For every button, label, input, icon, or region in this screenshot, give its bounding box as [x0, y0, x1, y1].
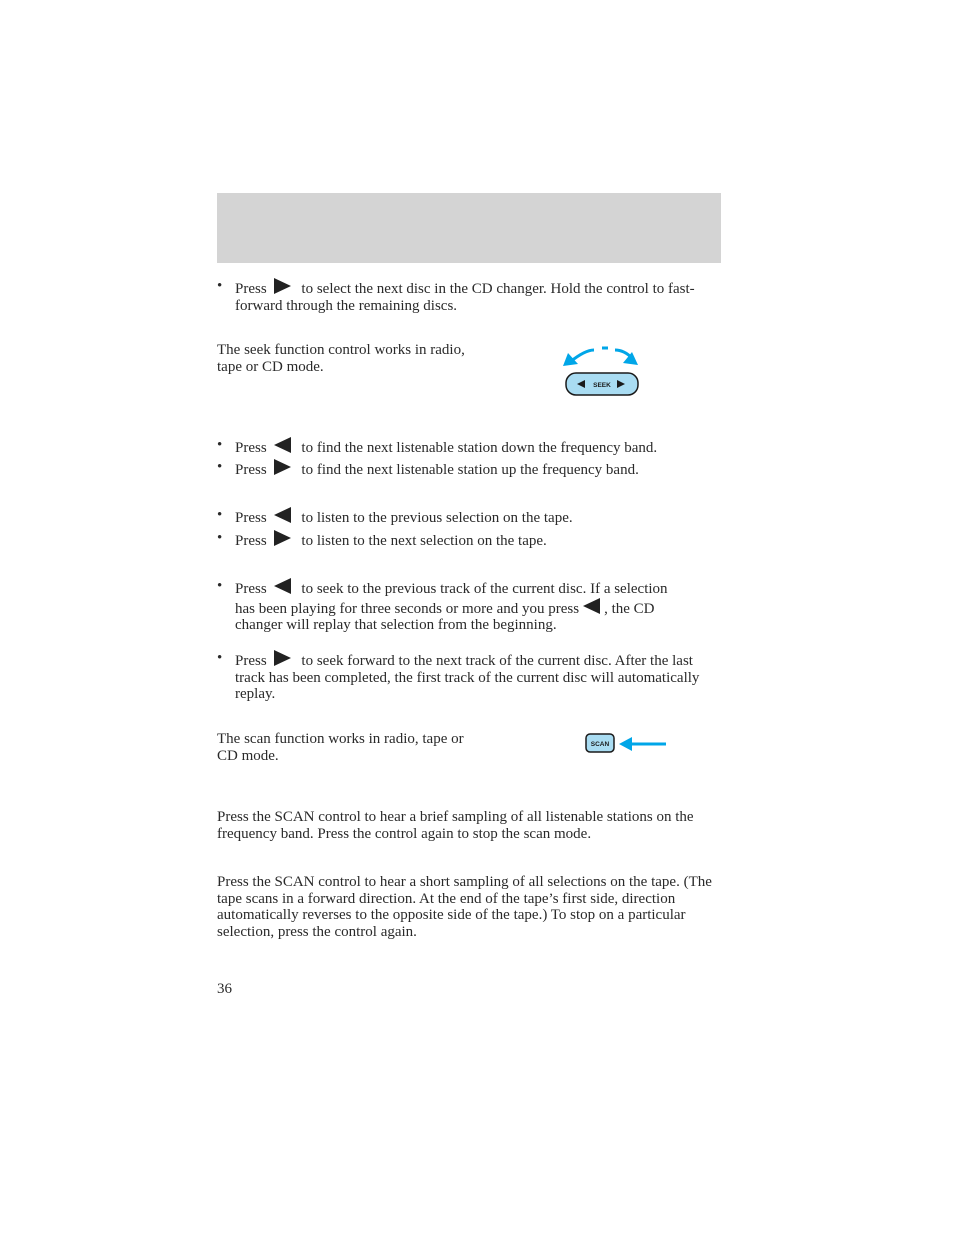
scan-button-label: SCAN	[590, 741, 610, 748]
scan-tape-paragraph: Press the SCAN control to hear a short sampling of all selections on the tape. (The tape scans in a forward direction. At the end of the tape’s first side, direction automatically reverses to the opposite side of the tape.) To stop on a particular selection, press the control again.	[217, 874, 712, 940]
press-label: Press	[235, 440, 267, 456]
seek-right-icon	[274, 530, 291, 546]
press-label: Press	[235, 462, 267, 478]
cd-seek-prev-text-1: to seek to the previous track of the current disc. If a selection has been playing for three seconds or more and you	[235, 581, 668, 617]
tape-seek-next-text: to listen to the next selection on the tape.	[301, 533, 547, 549]
seek-left-icon	[274, 507, 291, 523]
press-label: Press	[235, 653, 267, 669]
seek-right-icon	[274, 650, 291, 666]
seek-right-icon	[274, 278, 291, 294]
press-label: Press	[235, 281, 267, 297]
bullet-dot: •	[217, 278, 223, 294]
seek-intro: The seek function control works in radio, tape or CD mode.	[217, 342, 465, 375]
list-item	[217, 278, 721, 314]
scan-arrow-icon	[619, 737, 632, 751]
press-label-lower: press	[548, 600, 580, 617]
seek-left-icon	[274, 437, 291, 453]
bullet-dot: •	[217, 437, 223, 453]
seek-control-illustration	[560, 342, 650, 402]
list-item	[217, 530, 721, 550]
radio-seek-up-text: to find the next listenable station up the frequency band.	[301, 462, 639, 478]
list-item	[217, 578, 687, 634]
press-label: Press	[235, 533, 267, 549]
bullet-dot: •	[217, 459, 223, 475]
seek-left-icon	[274, 578, 291, 594]
bullet-dot: •	[217, 507, 223, 523]
press-label: Press	[235, 581, 267, 597]
scan-control-illustration	[582, 730, 672, 758]
bullet-dot: •	[217, 530, 223, 546]
cd-seek-prev-text-2: , the CD changer will replay that selection from the beginning.	[235, 600, 655, 633]
bullet-dot: •	[217, 578, 223, 594]
list-item	[217, 437, 721, 457]
list-item	[217, 507, 721, 527]
page-number: 36	[217, 981, 232, 997]
press-label: Press	[235, 510, 267, 526]
section-header-bar	[217, 193, 721, 263]
seek-left-icon	[583, 598, 600, 614]
list-item	[217, 650, 721, 703]
bullet-dot: •	[217, 650, 223, 666]
cd-seek-next-text: to seek forward to the next track of the current disc. After the last track has been completed, the first track of the current disc will automatically replay.	[235, 653, 700, 702]
list-item	[217, 459, 721, 479]
scan-intro: The scan function works in radio, tape or CD mode.	[217, 731, 464, 764]
seek-right-icon	[274, 459, 291, 475]
radio-seek-down-text: to find the next listenable station down the frequency band.	[301, 440, 658, 456]
cd-next-disc-text: to select the next disc in the CD changer. Hold the control to fast-forward through the remaining discs.	[235, 281, 695, 314]
scan-radio-paragraph: Press the SCAN control to hear a brief sampling of all listenable stations on the frequency band. Press the control again to stop the scan mode.	[217, 809, 694, 842]
seek-button-label: SEEK	[593, 382, 611, 389]
tape-seek-prev-text: to listen to the previous selection on the tape.	[301, 510, 573, 526]
